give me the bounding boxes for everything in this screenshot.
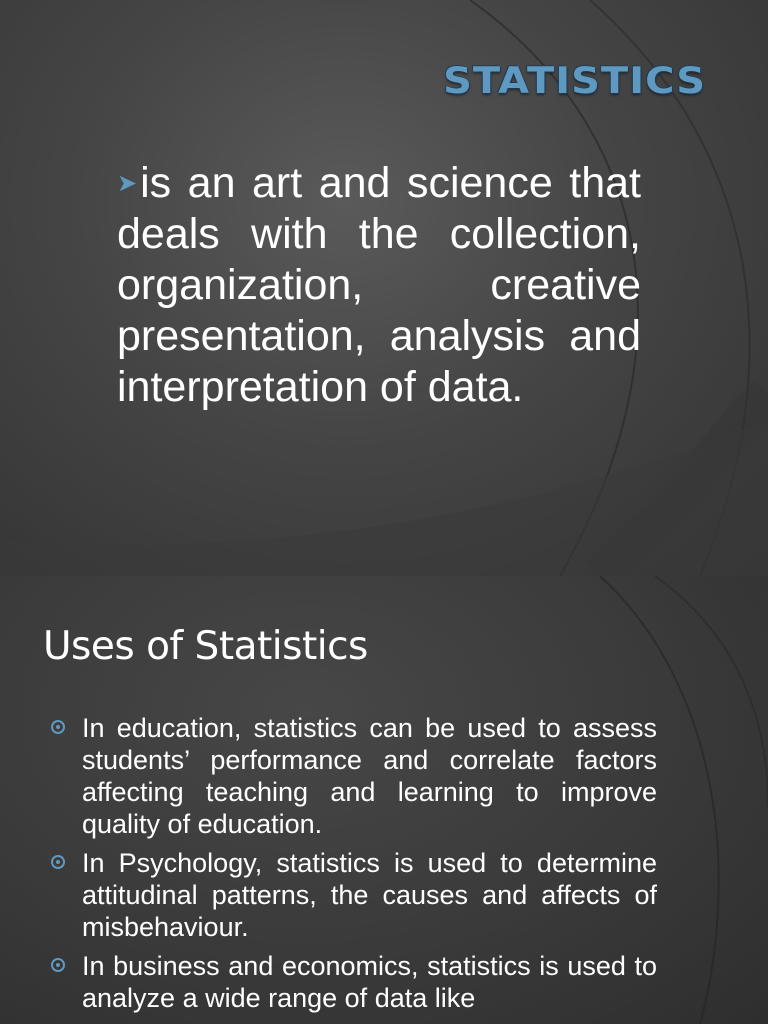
circle-bullet-icon (51, 855, 65, 869)
list-item (82, 712, 657, 840)
circle-bullet-icon (51, 720, 65, 734)
section-title: Uses of Statistics (43, 624, 368, 669)
list-item (82, 847, 657, 943)
definition-body: is an art and science that deals with the collection, organization, creative presentation, analysis and interpretation of data. (117, 159, 641, 411)
slide-title: STATISTICS (443, 60, 706, 103)
list-item (82, 950, 657, 1014)
list-item-text: In education, statistics can be used to assess students’ performance and correlate factors affecting teaching and learning to improve quality of education. (82, 713, 657, 839)
list-item-text: In Psychology, statistics is used to determine attitudinal patterns, the causes and affects of misbehaviour. (82, 848, 657, 942)
definition-text (117, 158, 641, 413)
list-item-text: In business and economics, statistics is used to analyze a wide range of data like (82, 951, 657, 1013)
circle-bullet-icon (51, 958, 65, 972)
arrow-bullet-icon: ➤ (117, 170, 138, 197)
uses-list (0, 712, 768, 1021)
